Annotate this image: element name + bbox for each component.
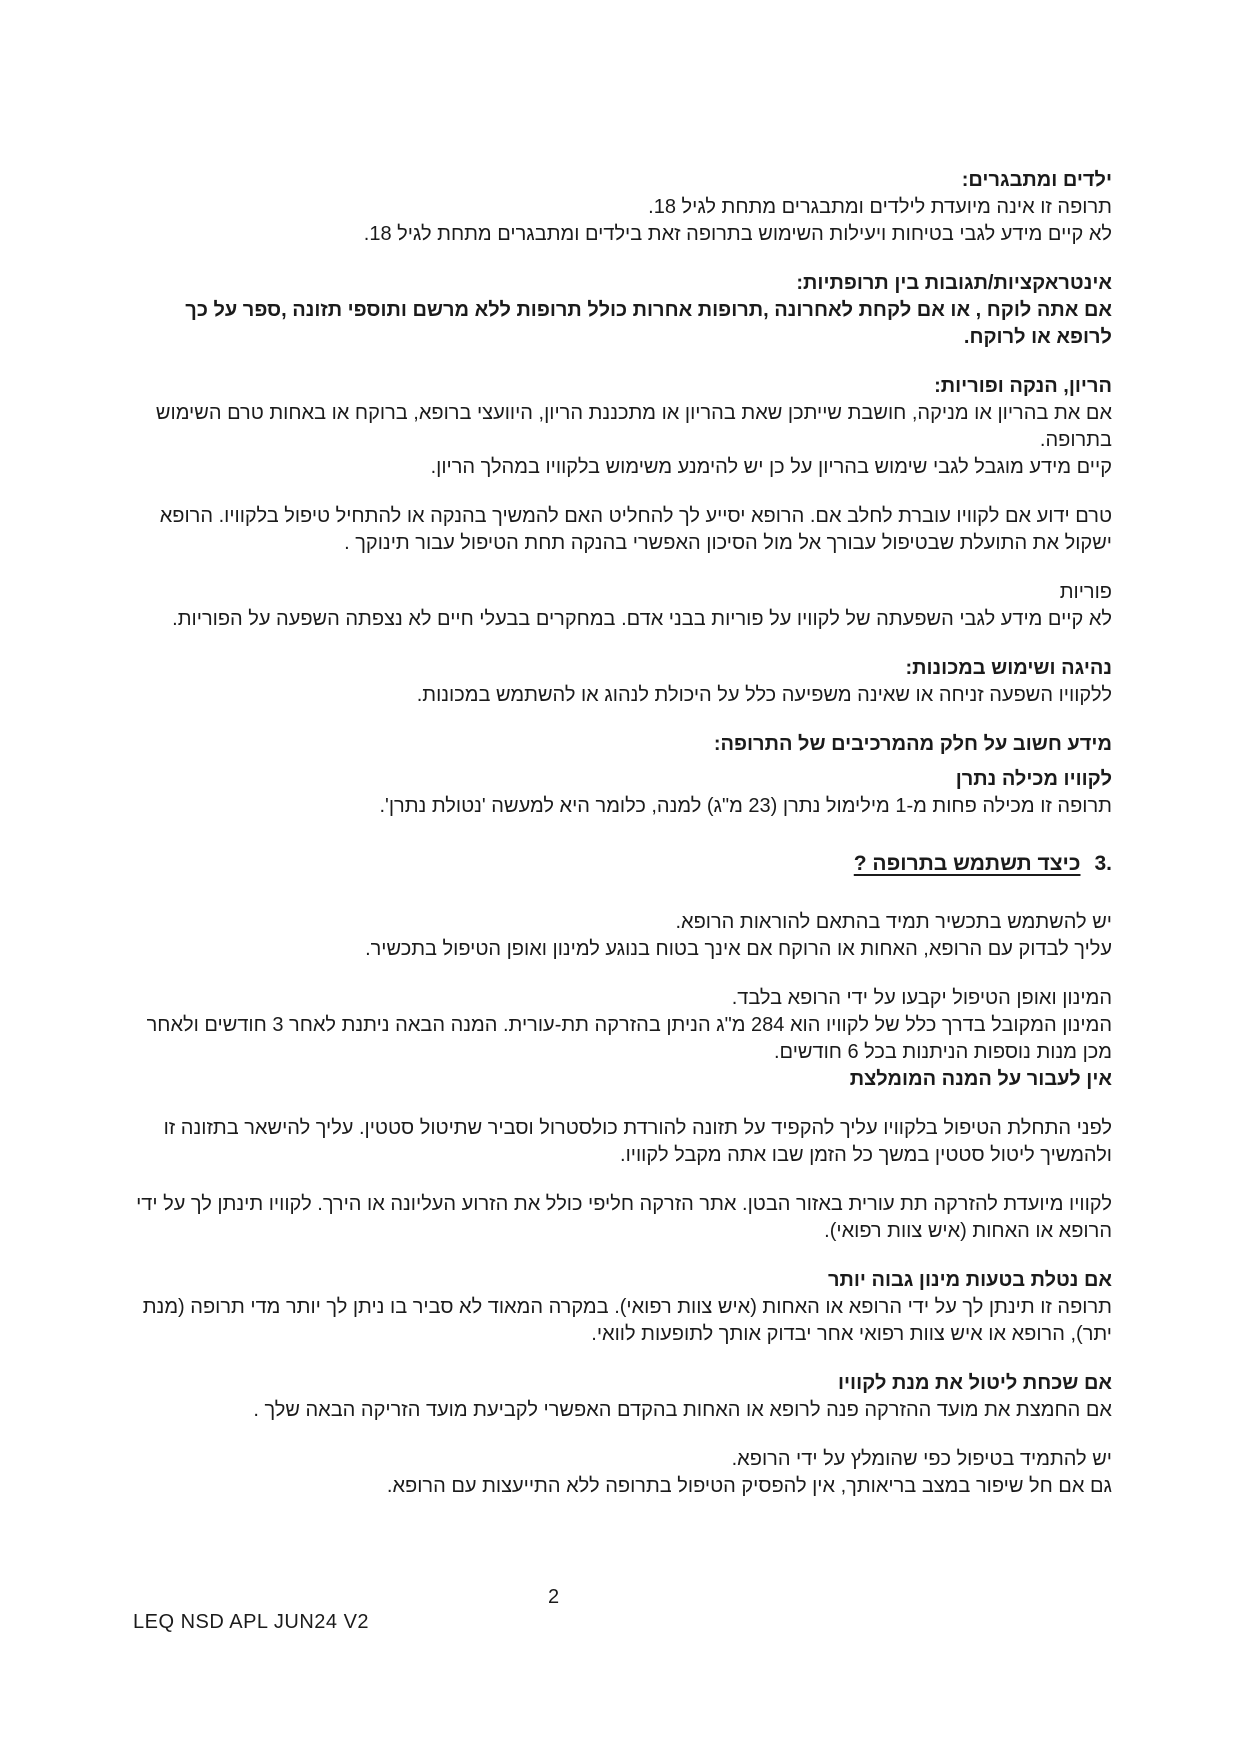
blank-line	[131, 633, 1112, 655]
paragraph: לא קיים מידע לגבי השפעתה של לקוויו על פוריות בבני אדם. במחקרים בבעלי חיים לא נצפתה השפעה על הפוריות.	[172, 608, 1112, 630]
page-number: 2	[548, 1586, 560, 1608]
paragraph: יש להתמיד בטיפול כפי שהומלץ על ידי הרופא.	[731, 1448, 1112, 1470]
section-heading: ילדים ומתבגרים:	[961, 169, 1112, 191]
blank-line	[131, 351, 1112, 373]
numbered-section-heading	[131, 850, 1112, 877]
paragraph: לפני התחלת הטיפול בלקוויו עליך להקפיד על תזונה להורדת כולסטרול וסביר שתיטול סטטין. עליך להישאר בתזונה זו ולהמשיך ליטול סטטין במשך כל הזמן שבו אתה מקבל לקוויו.	[163, 1117, 1112, 1166]
paragraph: גם אם חל שיפור במצב בריאותך, אין להפסיק הטיפול בתרופה ללא התייעצות עם הרופא.	[386, 1475, 1112, 1497]
section-heading: אינטראקציות/תגובות בין תרופתיות:	[796, 272, 1112, 294]
bold-paragraph: אין לעבור על המנה המומלצת	[849, 1068, 1112, 1090]
paragraph: עליך לבדוק עם הרופא, האחות או הרוקח אם אינך בטוח בנוגע למינון ואופן הטיפול בתכשיר.	[365, 938, 1112, 960]
paragraph: יש להשתמש בתכשיר תמיד בהתאם להוראות הרופא.	[675, 911, 1112, 933]
blank-line	[131, 1348, 1112, 1370]
section-heading: מידע חשוב על חלק מהמרכיבים של התרופה:	[713, 733, 1112, 755]
section-heading: נהיגה ושימוש במכונות:	[905, 657, 1112, 679]
blank-line	[131, 963, 1112, 985]
section-heading: הריון, הנקה ופוריות:	[934, 375, 1112, 397]
bold-paragraph: אם נטלת בטעות מינון גבוה יותר	[827, 1269, 1112, 1291]
document-body	[131, 167, 1112, 1500]
bold-paragraph: אם אתה לוקח , או אם לקחת לאחרונה ,תרופות אחרות כולל תרופות ללא מרשם ותוספי תזונה ,ספר על כך לרופא או לרוקח.	[185, 299, 1112, 348]
blank-line	[131, 820, 1112, 842]
bold-paragraph: אם שכחת ליטול את מנת לקוויו	[837, 1372, 1112, 1394]
section-title: כיצד תשתמש בתרופה ?	[853, 852, 1081, 875]
blank-line	[131, 1424, 1112, 1446]
paragraph: המינון ואופן הטיפול יקבעו על ידי הרופא בלבד.	[731, 987, 1112, 1009]
paragraph: אם החמצת את מועד ההזרקה פנה לרופא או האחות בהקדם האפשרי לקביעת מועד הזריקה הבאה שלך .	[253, 1399, 1112, 1421]
blank-line	[131, 1245, 1112, 1267]
paragraph: טרם ידוע אם לקוויו עוברת לחלב אם. הרופא יסייע לך להחליט האם להמשיך בהנקה או להתחיל טיפול בלקוויו. הרופא ישקול את התועלת שבטיפול עבורך אל מול הסיכון האפשרי בהנקה תחת הטיפול עבור תינוקך .	[159, 505, 1112, 554]
blank-line	[131, 709, 1112, 731]
blank-line	[131, 887, 1112, 909]
blank-line	[131, 481, 1112, 503]
blank-line	[131, 248, 1112, 270]
paragraph: קיים מידע מוגבל לגבי שימוש בהריון על כן יש להימנע משימוש בלקוויו במהלך הריון.	[430, 456, 1112, 478]
paragraph: המינון המקובל בדרך כלל של לקוויו הוא 284 מ"ג הניתן בהזרקה תת-עורית. המנה הבאה ניתנת לאחר 3 חודשים ולאחר מכן מנות נוספות הניתנות בכל 6 חודשים.	[146, 1014, 1112, 1063]
blank-line	[131, 1093, 1112, 1115]
paragraph: לקוויו מיועדת להזרקה תת עורית באזור הבטן. אתר הזרקה חליפי כולל את הזרוע העליונה או הירך. לקוויו תינתן לך על ידי הרופא או האחות (איש צוות רפואי).	[136, 1193, 1112, 1242]
paragraph: פוריות	[1059, 581, 1112, 603]
blank-line	[131, 1169, 1112, 1191]
paragraph: ללקוויו השפעה זניחה או שאינה משפיעה כלל על היכולת לנהוג או להשתמש במכונות.	[416, 684, 1112, 706]
paragraph: לא קיים מידע לגבי בטיחות ויעילות השימוש בתרופה זאת בילדים ומתבגרים מתחת לגיל 18.	[363, 223, 1112, 245]
blank-line	[131, 557, 1112, 579]
footer-doc-code: LEQ NSD APL JUN24 V2	[133, 1611, 370, 1633]
subsection-heading: לקוויו מכילה נתרן	[955, 768, 1112, 790]
section-number: 3.	[1094, 852, 1112, 875]
paragraph: תרופה זו אינה מיועדת לילדים ומתבגרים מתחת לגיל 18.	[648, 196, 1112, 218]
paragraph: תרופה זו מכילה פחות מ-1 מילימול נתרן (23 מ"ג) למנה, כלומר היא למעשה 'נטולת נתרן'.	[379, 795, 1112, 817]
paragraph: אם את בהריון או מניקה, חושבת שייתכן שאת בהריון או מתכננת הריון, היוועצי ברופא, ברוקח או באחות טרם השימוש בתרופה.	[155, 402, 1112, 451]
paragraph: תרופה זו תינתן לך על ידי הרופא או האחות (איש צוות רפואי). במקרה המאוד לא סביר בו ניתן לך יותר מדי תרופה (מנת יתר), הרופא או איש צוות רפואי אחר יבדוק אותך לתופעות לוואי.	[142, 1296, 1112, 1345]
